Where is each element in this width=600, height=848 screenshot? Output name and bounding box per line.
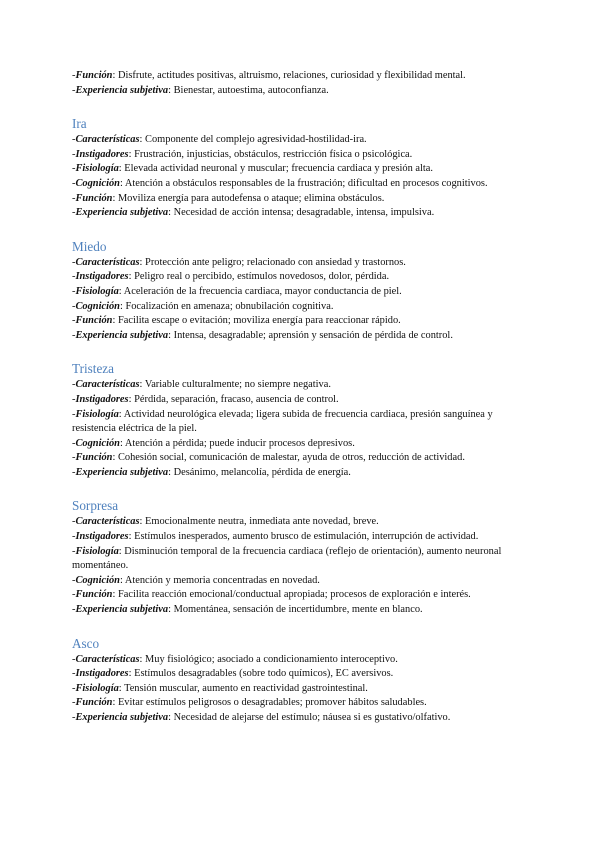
list-item: -Cognición: Atención a pérdida; puede inducir procesos depresivos. [72,437,355,449]
list-item: -Experiencia subjetiva: Desánimo, melancolía, pérdida de energía. [72,466,351,478]
item-text: Variable culturalmente; no siempre negativa. [144,379,331,391]
item-text: Emocionalmente neutra, inmediata ante novedad, breve. [145,516,379,528]
list-item: -Características: Variable culturalmente; no siempre negativa. [72,379,331,391]
item-label: Fisiología [75,545,119,557]
item-label: Función [75,452,113,464]
item-text: Aceleración de la frecuencia cardiaca, mayor conductancia de piel. [123,285,402,297]
section-miedo [72,239,532,344]
intro-block [72,69,532,98]
item-text: Muy fisiológico; asociado a condicionamiento interoceptivo. [145,653,398,665]
section-heading: Sorpresa [72,498,119,514]
item-text: Protección ante peligro; relacionado con ansiedad y trastornos. [145,256,406,268]
item-label: Cognición [75,574,120,586]
list-item: -Función: Cohesión social, comunicación de malestar, ayuda de otros, reducción de actividad. [72,452,465,464]
list-item: -Instigadores: Estímulos inesperados, aumento brusco de estimulación, interrupción de actividad. [72,531,479,543]
item-label: Función [75,315,113,327]
list-item: -Experiencia subjetiva: Bienestar, autoestima, autoconfianza. [72,84,329,96]
item-text: Intensa, desagradable; aprensión y sensación de pérdida de control. [173,329,453,341]
item-text: Componente del complejo agresividad-hostilidad-ira. [145,134,367,146]
item-text: Desánimo, melancolía, pérdida de energía. [173,466,351,478]
item-text: Momentánea, sensación de incertidumbre, mente en blanco. [173,604,423,616]
list-item: -Cognición: Atención a obstáculos responsables de la frustración; dificultad en procesos cognitivos. [72,177,488,189]
item-text: Moviliza energía para autodefensa o ataque; elimina obstáculos. [117,192,385,204]
list-item: -Características: Emocionalmente neutra, inmediata ante novedad, breve. [72,516,379,528]
item-label: Instigadores [75,531,129,543]
item-label: Función [75,70,113,81]
item-label: Fisiología [75,682,119,694]
section-heading: Miedo [72,238,107,254]
item-text: Tensión muscular, aumento en reactividad gastrointestinal. [124,682,368,694]
item-label: Función [75,697,113,709]
list-item: -Fisiología: Aceleración de la frecuencia cardiaca, mayor conductancia de piel. [72,285,402,297]
item-text: Disfrute, actitudes positivas, altruismo, relaciones, curiosidad y flexibilidad mental. [117,70,466,81]
item-label: Características [75,256,140,268]
list-item: -Fisiología: Disminución temporal de la frecuencia cardiaca (reflejo de orientación), aumento neuronal momentáneo. [72,545,502,572]
item-label: Características [75,653,140,665]
list-item: -Experiencia subjetiva: Necesidad de alejarse del estímulo; náusea si es gustativo/olfativo. [72,712,451,723]
item-text: Elevada actividad neuronal y muscular; frecuencia cardiaca y presión alta. [124,163,433,175]
item-text: Facilita escape o evitación; moviliza energía para reaccionar rápido. [117,315,401,327]
list-item: -Experiencia subjetiva: Momentánea, sensación de incertidumbre, mente en blanco. [72,604,423,616]
list-item: -Características: Protección ante peligro; relacionado con ansiedad y trastornos. [72,256,406,268]
list-item: -Función: Facilita reacción emocional/conductual apropiada; procesos de exploración e interés. [72,589,471,601]
item-text: Disminución temporal de la frecuencia cardiaca (reflejo de orientación), aumento neuronal momentáneo. [72,545,502,572]
item-label: Cognición [75,300,120,312]
list-item: -Fisiología: Actividad neurológica elevada; ligera subida de frecuencia cardiaca, presión sanguínea y resistencia eléctrica de la piel. [72,408,493,435]
item-text: Focalización en amenaza; obnubilación cognitiva. [125,300,334,312]
item-text: Necesidad de acción intensa; desagradable, intensa, impulsiva. [173,207,435,219]
list-item: -Instigadores: Pérdida, separación, fracaso, ausencia de control. [72,393,339,405]
list-item: -Fisiología: Tensión muscular, aumento en reactividad gastrointestinal. [72,682,368,694]
item-text: Cohesión social, comunicación de malestar, ayuda de otros, reducción de actividad. [117,452,465,464]
item-label: Fisiología [75,163,119,175]
item-label: Experiencia subjetiva [75,84,169,96]
item-text: Frustración, injusticias, obstáculos, restricción física o psicológica. [134,148,413,160]
item-text: Atención y memoria concentradas en novedad. [124,574,320,586]
item-label: Características [75,134,140,146]
list-item: -Cognición: Atención y memoria concentradas en novedad. [72,574,320,586]
item-text: Peligro real o percibido, estímulos novedosos, dolor, pérdida. [134,271,390,283]
list-item: -Función: Evitar estímulos peligrosos o desagradables; promover hábitos saludables. [72,697,427,709]
item-text: Atención a pérdida; puede inducir procesos depresivos. [124,437,355,449]
item-label: Instigadores [75,271,129,283]
item-label: Función [75,192,113,204]
item-label: Instigadores [75,668,129,680]
section-asco [72,636,532,726]
item-label: Experiencia subjetiva [75,466,169,478]
item-label: Características [75,516,140,528]
document-content [72,69,532,726]
list-item: -Características: Componente del complejo agresividad-hostilidad-ira. [72,134,367,146]
item-text: Atención a obstáculos responsables de la frustración; dificultad en procesos cognitivos. [124,177,488,189]
item-label: Experiencia subjetiva [75,604,169,616]
item-text: Pérdida, separación, fracaso, ausencia de control. [134,393,339,405]
item-text: Actividad neurológica elevada; ligera subida de frecuencia cardiaca, presión sanguínea y resistencia eléctrica de la piel. [72,408,493,435]
list-item: -Cognición: Focalización en amenaza; obnubilación cognitiva. [72,300,334,312]
list-item: -Características: Muy fisiológico; asociado a condicionamiento interoceptivo. [72,653,398,665]
list-item: -Instigadores: Estímulos desagradables (sobre todo químicos), EC aversivos. [72,668,394,680]
list-item: -Experiencia subjetiva: Intensa, desagradable; aprensión y sensación de pérdida de control. [72,329,453,341]
list-item: -Función: Moviliza energía para autodefensa o ataque; elimina obstáculos. [72,192,385,204]
list-item: -Instigadores: Peligro real o percibido, estímulos novedosos, dolor, pérdida. [72,271,390,283]
item-label: Instigadores [75,148,129,160]
list-item: -Función: Disfrute, actitudes positivas, altruismo, relaciones, curiosidad y flexibilidad mental. [72,70,466,81]
item-label: Función [75,589,113,601]
item-text: Estímulos desagradables (sobre todo químicos), EC aversivos. [134,668,394,680]
section-sorpresa [72,498,532,617]
list-item: -Experiencia subjetiva: Necesidad de acción intensa; desagradable, intensa, impulsiva. [72,207,435,219]
list-item: -Fisiología: Elevada actividad neuronal y muscular; frecuencia cardiaca y presión alta. [72,163,433,175]
item-label: Experiencia subjetiva [75,329,169,341]
item-label: Características [75,379,140,391]
item-label: Cognición [75,177,120,189]
section-heading: Ira [72,116,87,132]
item-text: Facilita reacción emocional/conductual apropiada; procesos de exploración e interés. [117,589,471,601]
item-text: Estímulos inesperados, aumento brusco de estimulación, interrupción de actividad. [134,531,479,543]
item-label: Experiencia subjetiva [75,207,169,219]
item-label: Cognición [75,437,120,449]
item-label: Fisiología [75,408,119,420]
item-text: Bienestar, autoestima, autoconfianza. [173,84,329,96]
list-item: -Instigadores: Frustración, injusticias, obstáculos, restricción física o psicológica. [72,148,413,160]
list-item: -Función: Facilita escape o evitación; moviliza energía para reaccionar rápido. [72,315,401,327]
section-ira [72,116,532,221]
item-label: Fisiología [75,285,119,297]
section-heading: Tristeza [72,361,115,377]
section-tristeza [72,361,532,480]
item-label: Instigadores [75,393,129,405]
item-text: Necesidad de alejarse del estímulo; náusea si es gustativo/olfativo. [173,712,451,723]
item-text: Evitar estímulos peligrosos o desagradables; promover hábitos saludables. [117,697,427,709]
section-heading: Asco [72,635,100,651]
item-label: Experiencia subjetiva [75,712,169,723]
